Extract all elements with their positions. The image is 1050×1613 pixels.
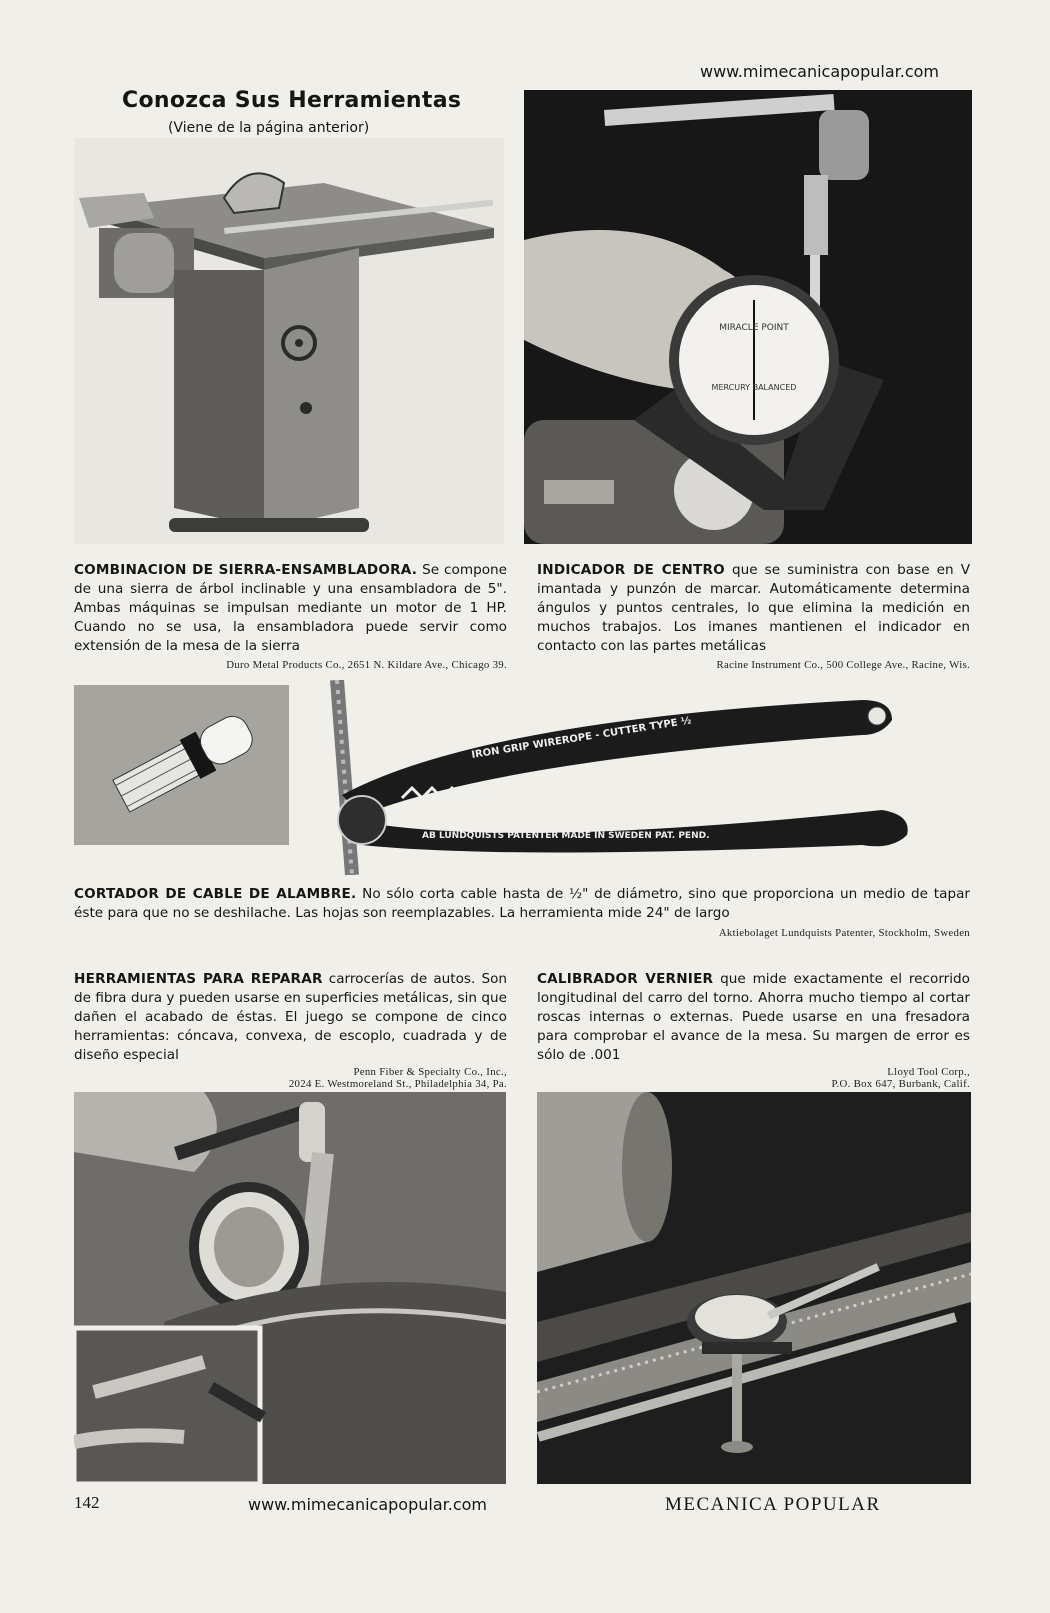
dial-label-bottom: MERCURY BALANCED — [711, 383, 797, 392]
magazine-name: MECANICA POPULAR — [665, 1494, 881, 1515]
cable-end-photo — [74, 685, 289, 845]
credit-saw: Duro Metal Products Co., 2651 N. Kildare Ave., Chicago 39. — [226, 659, 507, 671]
credit-body-tools-line2: 2024 E. Westmoreland St., Philadelphia 34, Pa. — [288, 1078, 507, 1090]
page-title: Conozca Sus Herramientas — [122, 88, 462, 113]
body-repair-photo — [74, 1092, 506, 1484]
caption-indicator — [537, 561, 970, 656]
caption-body-tools-lead: HERRAMIENTAS PARA REPARAR — [74, 971, 323, 987]
center-indicator-photo — [524, 90, 972, 544]
caption-cutter-lead: CORTADOR DE CABLE DE ALAMBRE. — [74, 886, 357, 902]
caption-body-tools — [74, 970, 507, 1065]
credit-vernier-line2: P.O. Box 647, Burbank, Calif. — [831, 1078, 970, 1090]
caption-saw-body: Se compone de una sierra de árbol inclinable y una ensambladora de 5". Ambas máquinas se impulsan mediante un motor de 1 HP. Cuando no se usa, la ensambladora puede servir como extensión de la mesa de la sierra — [74, 562, 507, 654]
credit-body-tools — [74, 1066, 507, 1090]
credit-cutter: Aktiebolaget Lundquists Patenter, Stockholm, Sweden — [718, 927, 970, 939]
caption-saw — [74, 561, 507, 656]
site-url-top[interactable]: www.mimecanicapopular.com — [700, 62, 939, 81]
caption-body-tools-body: carrocerías de autos. Son de fibra dura y pueden usarse en superficies metálicas, sin que dañen el acabado de éstas. El juego se compone de cinco herramientas: cóncava, convexa, de escoplo, cuadrada y de diseño especial — [74, 971, 508, 1063]
caption-cutter — [74, 885, 970, 923]
caption-vernier-lead: CALIBRADOR VERNIER — [537, 971, 714, 987]
page-number: 142 — [74, 1493, 100, 1512]
caption-vernier — [537, 970, 970, 1065]
credit-vernier-line1: Lloyd Tool Corp., — [887, 1066, 970, 1078]
site-url-bottom[interactable]: www.mimecanicapopular.com — [248, 1495, 487, 1514]
caption-saw-lead: COMBINACION DE SIERRA-ENSAMBLADORA. — [74, 562, 418, 578]
wire-rope-cutter-photo — [302, 680, 927, 875]
lathe-vernier-photo — [537, 1092, 971, 1484]
credit-indicator: Racine Instrument Co., 500 College Ave., Racine, Wis. — [716, 659, 970, 671]
caption-indicator-lead: INDICADOR DE CENTRO — [537, 562, 725, 578]
caption-indicator-body: que se suministra con base en V imantada y punzón de marcar. Automáticamente determina ángulos y puntos centrales, lo que elimina la medición en muchos trabajos. Los imanes mantienen el indicador en contacto con las partes metálicas — [537, 562, 970, 654]
cutter-engraving-top: IRON GRIP WIREROPE - CUTTER TYPE ½ — [470, 715, 693, 761]
table-saw-photo — [74, 138, 504, 544]
caption-cutter-body: No sólo corta cable hasta de ½" de diámetro, sino que proporciona un medio de tapar éste para que no se deshilache. Las hojas son reemplazables. La herramienta mide 24" de largo — [74, 886, 970, 921]
credit-vernier — [537, 1066, 970, 1090]
page-subtitle: (Viene de la página anterior) — [168, 120, 370, 136]
dial-label-top: MIRACLE POINT — [719, 323, 789, 333]
cutter-engraving-bottom: AB LUNDQUISTS PATENTER MADE IN SWEDEN PAT. PEND. — [422, 831, 710, 841]
caption-vernier-body: que mide exactamente el recorrido longitudinal del carro del torno. Ahorra mucho tiempo al cortar roscas internas o externas. Puede usarse en una fresadora para comprobar el avance de la mesa. Su margen de error es sólo de .001 — [537, 971, 970, 1063]
credit-body-tools-line1: Penn Fiber & Specialty Co., Inc., — [353, 1066, 507, 1078]
